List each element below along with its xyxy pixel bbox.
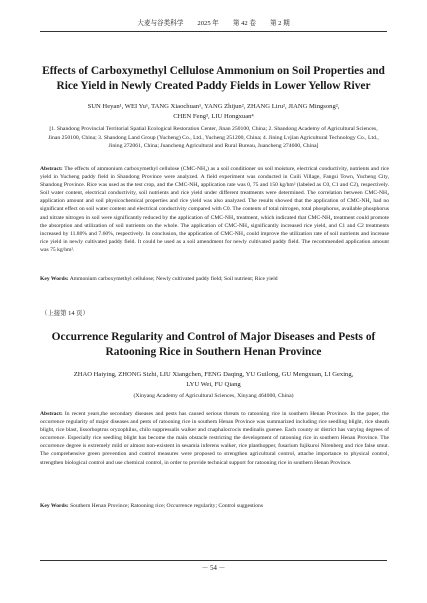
article1-title: Effects of Carboxymethyl Cellulose Ammonium on Soil Properties and Rice Yield in Newly Created Paddy Fields in Lower Yellow River (42, 65, 385, 92)
footer-divider (40, 560, 387, 561)
article1-abstract (40, 165, 389, 254)
article1-keywords-label: Key Words: (40, 276, 69, 282)
article1-keywords-text: Ammonium carboxymethyl cellulose; Newly cultivated paddy field; Soil nutrient; Rice yield (69, 276, 278, 282)
article2-title: Occurrence Regularity and Control of Major Diseases and Pests of Ratooning Rice in Southern Henan Province (51, 331, 376, 358)
article1-affiliation: [1. Shandong Provincial Territorial Spatial Ecological Restoration Center, Jinan 250100, China; 2. Shandong Academy of Agricultural Sciences, Jinan 250100, China; 3. Shandong Land Group (Yucheng) Co., Ltd., Yucheng 251200, China; 4. Jining Lvjian Agricultural Technology Co., Ltd., Jining 272061, China; Juancheng Agricultural and Rural Bureau, Juancheng 274600, China] (48, 126, 379, 150)
article2-keywords (40, 502, 389, 510)
article1-keywords (40, 275, 389, 283)
page-number: － 54 － (201, 565, 226, 572)
journal-name: 大麦与谷类科学 (137, 20, 184, 27)
article2-authors-line2: LYU Wei, FU Qiang (186, 381, 241, 388)
continued-note: （上接第 14 页） (41, 310, 89, 317)
header-divider (40, 31, 387, 32)
article1-authors-line2: CHEN Feng³, LIU Hongxuan⁴ (173, 113, 254, 120)
article2-abstract-text: In recent years,the secondary diseases and pests has caused serious threats to ratooning rice in southern Henan Province. In the paper, the occurrence regularity of major diseases and pests of ratooning rice in southern Henan Province was summarized including rice seedling blight, rice sheath blight, rice blast, lissorhoptrus oryzophilus, chilo suppressalis walker and cnaphalocrocis medinalis guenee. Each county or district has varying degrees of occurrence. Especially rice seedling blight has become the main obstacle restricting the development of ratooning rice in southern Henan Province. The occurrence degree is extremely mild or almost non-existent in sesamia inferens walker, rice planthopper, fusarium fujikuroi Nirenberg and rice false smut. The comprehensive green prevention and control measures were proposed to strengthen agricultural control, attache importance to physical control, strengthen biological control and use chemical control, in order to provide technical support for ratooning rice in southern Henan Province. (40, 411, 389, 466)
article2-keywords-text: Southern Henan Province; Ratooning rice; Occurrence regularity; Control suggestions (70, 503, 263, 509)
article2-abstract-label: Abstract: (40, 411, 63, 417)
article2-authors-line1: ZHAO Haiying, ZHONG Sizhi, LIU Xiangchen, FENG Daqing, YU Guilong, GU Mengxuan, LI Gexing, (73, 371, 354, 378)
article2-affiliation: (Xinyang Academy of Agricultural Sciences, Xinyang 464000, China) (133, 393, 294, 399)
running-header (40, 17, 387, 29)
journal-volume: 第 42 卷 (232, 20, 256, 27)
journal-issue: 第 2 期 (269, 20, 290, 27)
article1-authors-line1: SUN Heyan¹, WEI Yu¹, TANG Xiaochuan¹, YANG Zhijun², ZHANG Liru², JIANG Mingsong², (87, 103, 340, 110)
article1-abstract-label: Abstract: (40, 166, 63, 172)
article2-abstract (40, 410, 389, 467)
journal-year: 2025 年 (197, 20, 219, 27)
article2-keywords-label: Key Words: (40, 503, 69, 509)
article1-abstract-text: The effects of ammonium carboxymethyl cellulose (CMC-NH₄) as a soil conditioner on soil moisture, electrical conductivity, nutrients and rice yield in Yucheng paddy field in Shandong Province were analyzed. A field experiment was conducted in Cuili Village, Fangsi Town, Yucheng City, Shandong Province. Rice was used as the test crop, and the CMC-NH₄ application rate was 0, 75 and 150 kg/hm² (labeled as C0, C1 and C2), respectively. Soil water content, electrical conductivity, soil nutrients and rice yield under different treatments were determined. The correlation between CMC-NH₄ application amount and soil physicochemical properties and rice yield was also analyzed. The results showed that the application of CMC-NH₄ had no significant effect on soil water content and electrical conductivity compared with C0. The contents of total nitrogen, total phosphorus, available phosphorus and nitrate nitrogen in soil were significantly reduced by the application of CMC-NH₄ treatment, which indicated that CMC-NH₄ treatment could promote the absorption and utilization of soil nutrients on the whole. The application of CMC-NH₄ significantly increased rice yield, and C1 and C2 treatments increased by 11.80% and 7.60%, respectively. In conclusion, the application of CMC-NH₄ could improve the utilization rate of soil nutrients and increase rice yield in newly cultivated paddy field. It could be used as a soil amendment for newly cultivated paddy field. The recommended application amount was 75 kg/hm². (40, 166, 389, 253)
